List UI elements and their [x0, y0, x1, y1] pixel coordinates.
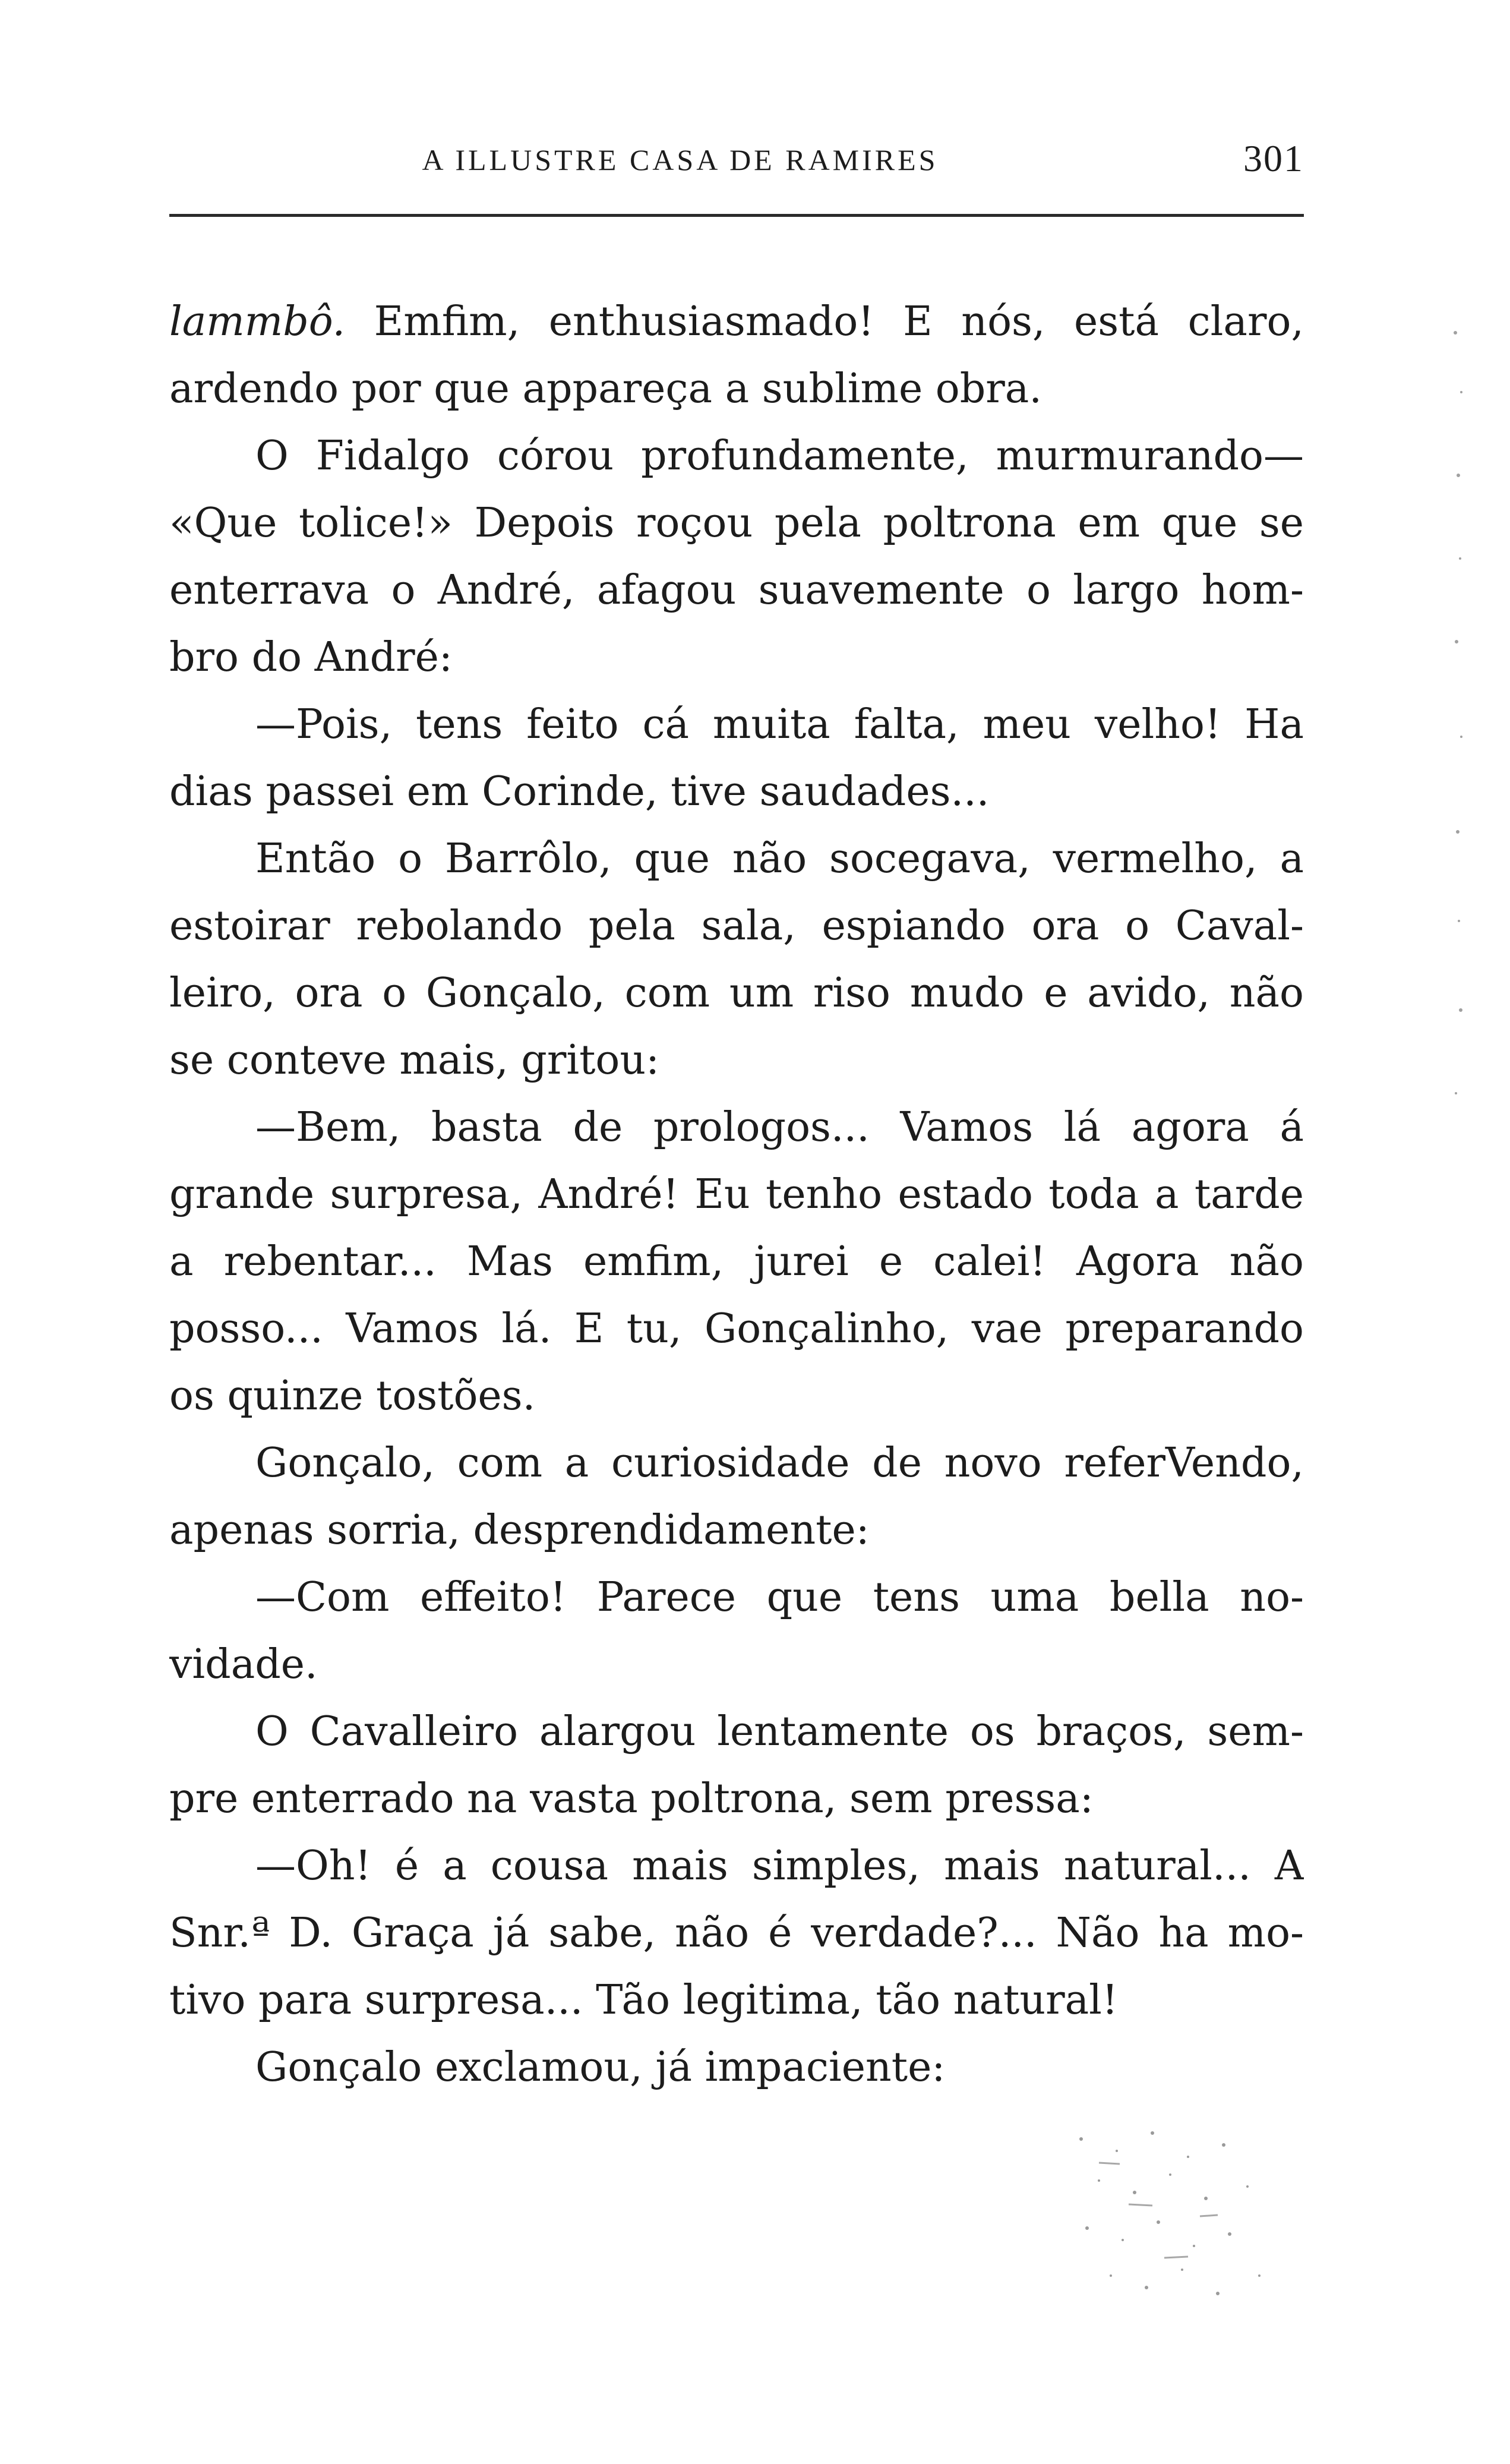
line-text: «Que tolice!» Depois roçou pela poltrona em que se: [169, 500, 1304, 547]
line-text: bro do André:: [169, 634, 453, 681]
text-line: [169, 1228, 1304, 1295]
line-text: grande surpresa, André! Eu tenho estado toda a tarde: [169, 1171, 1304, 1218]
line-text: O Cavalleiro alargou lentamente os braços, sem-: [255, 1708, 1304, 1755]
line-text: —Pois, tens feito cá muita falta, meu velho! Ha: [255, 701, 1304, 748]
line-text: se conteve mais, gritou:: [169, 1037, 660, 1084]
margin-specks: [1443, 321, 1479, 1153]
header-rule: [169, 214, 1304, 217]
text-line: [169, 892, 1304, 960]
body-text: [169, 288, 1304, 2101]
line-text: O Fidalgo córou profundamente, murmurando—: [255, 433, 1304, 479]
text-line: [169, 1564, 1304, 1631]
text-line: [169, 1094, 1304, 1161]
line-text: apenas sorria, desprendidamente:: [169, 1507, 870, 1554]
line-text: estoirar rebolando pela sala, espiando ora o Caval-: [169, 903, 1304, 949]
line-text: Snr.ª D. Graça já sabe, não é verdade?... Não ha mo-: [169, 1910, 1304, 1957]
page-number: 301: [1243, 137, 1304, 179]
text-line: [169, 422, 1304, 490]
line-text: dias passei em Corinde, tive saudades...: [169, 768, 990, 815]
line-text: —Bem, basta de prologos... Vamos lá agora á: [255, 1104, 1304, 1151]
line-text: pre enterrado na vasta poltrona, sem pressa:: [169, 1775, 1094, 1822]
text-line: [169, 825, 1304, 892]
line-text: Gonçalo, com a curiosidade de novo referVendo,: [255, 1440, 1304, 1487]
line-text: Emfim, enthusiasmado! E nós, está claro,: [345, 298, 1304, 345]
text-line: [169, 691, 1304, 758]
running-title: A ILLUSTRE CASA DE RAMIRES: [422, 143, 939, 176]
text-line: [169, 1900, 1304, 1967]
line-text: leiro, ora o Gonçalo, com um riso mudo e avido, não: [169, 970, 1304, 1017]
text-line: [169, 1698, 1304, 1765]
line-text: a rebentar... Mas emfim, jurei e calei! Agora não: [169, 1238, 1304, 1285]
running-head: [169, 131, 1304, 196]
text-line: [169, 1967, 1304, 2034]
line-text: Então o Barrôlo, que não socegava, vermelho, a: [255, 835, 1304, 882]
text-line: [169, 355, 1304, 422]
text-line: [169, 1765, 1304, 1832]
italic-word: lammbô.: [169, 298, 346, 345]
line-text: tivo para surpresa... Tão legitima, tão natural!: [169, 1977, 1119, 2024]
text-line: [169, 758, 1304, 825]
text-line: [169, 1362, 1304, 1430]
text-line: [169, 1631, 1304, 1698]
text-line: [169, 1832, 1304, 1900]
text-line: [169, 624, 1304, 691]
line-text: Gonçalo exclamou, já impaciente:: [255, 2044, 946, 2091]
text-line: [169, 288, 1304, 355]
line-text: vidade.: [169, 1641, 318, 1688]
line-text: enterrava o André, afagou suavemente o largo hom-: [169, 567, 1304, 614]
text-line: [169, 960, 1304, 1027]
line-text: os quinze tostões.: [169, 1373, 536, 1419]
line-text: posso... Vamos lá. E tu, Gonçalinho, vae preparando: [169, 1305, 1304, 1352]
text-line: [169, 1497, 1304, 1564]
line-text: —Com effeito! Parece que tens uma bella no-: [255, 1574, 1304, 1621]
line-text: —Oh! é a cousa mais simples, mais natural... A: [255, 1843, 1304, 1889]
text-line: [169, 2034, 1304, 2101]
text-line: [169, 1295, 1304, 1362]
text-line: [169, 557, 1304, 624]
print-specks: [1010, 2115, 1319, 2311]
text-line: [169, 1161, 1304, 1228]
line-text: ardendo por que appareça a sublime obra.: [169, 365, 1042, 412]
text-line: [169, 490, 1304, 557]
text-line: [169, 1430, 1304, 1497]
text-line: [169, 1027, 1304, 1094]
